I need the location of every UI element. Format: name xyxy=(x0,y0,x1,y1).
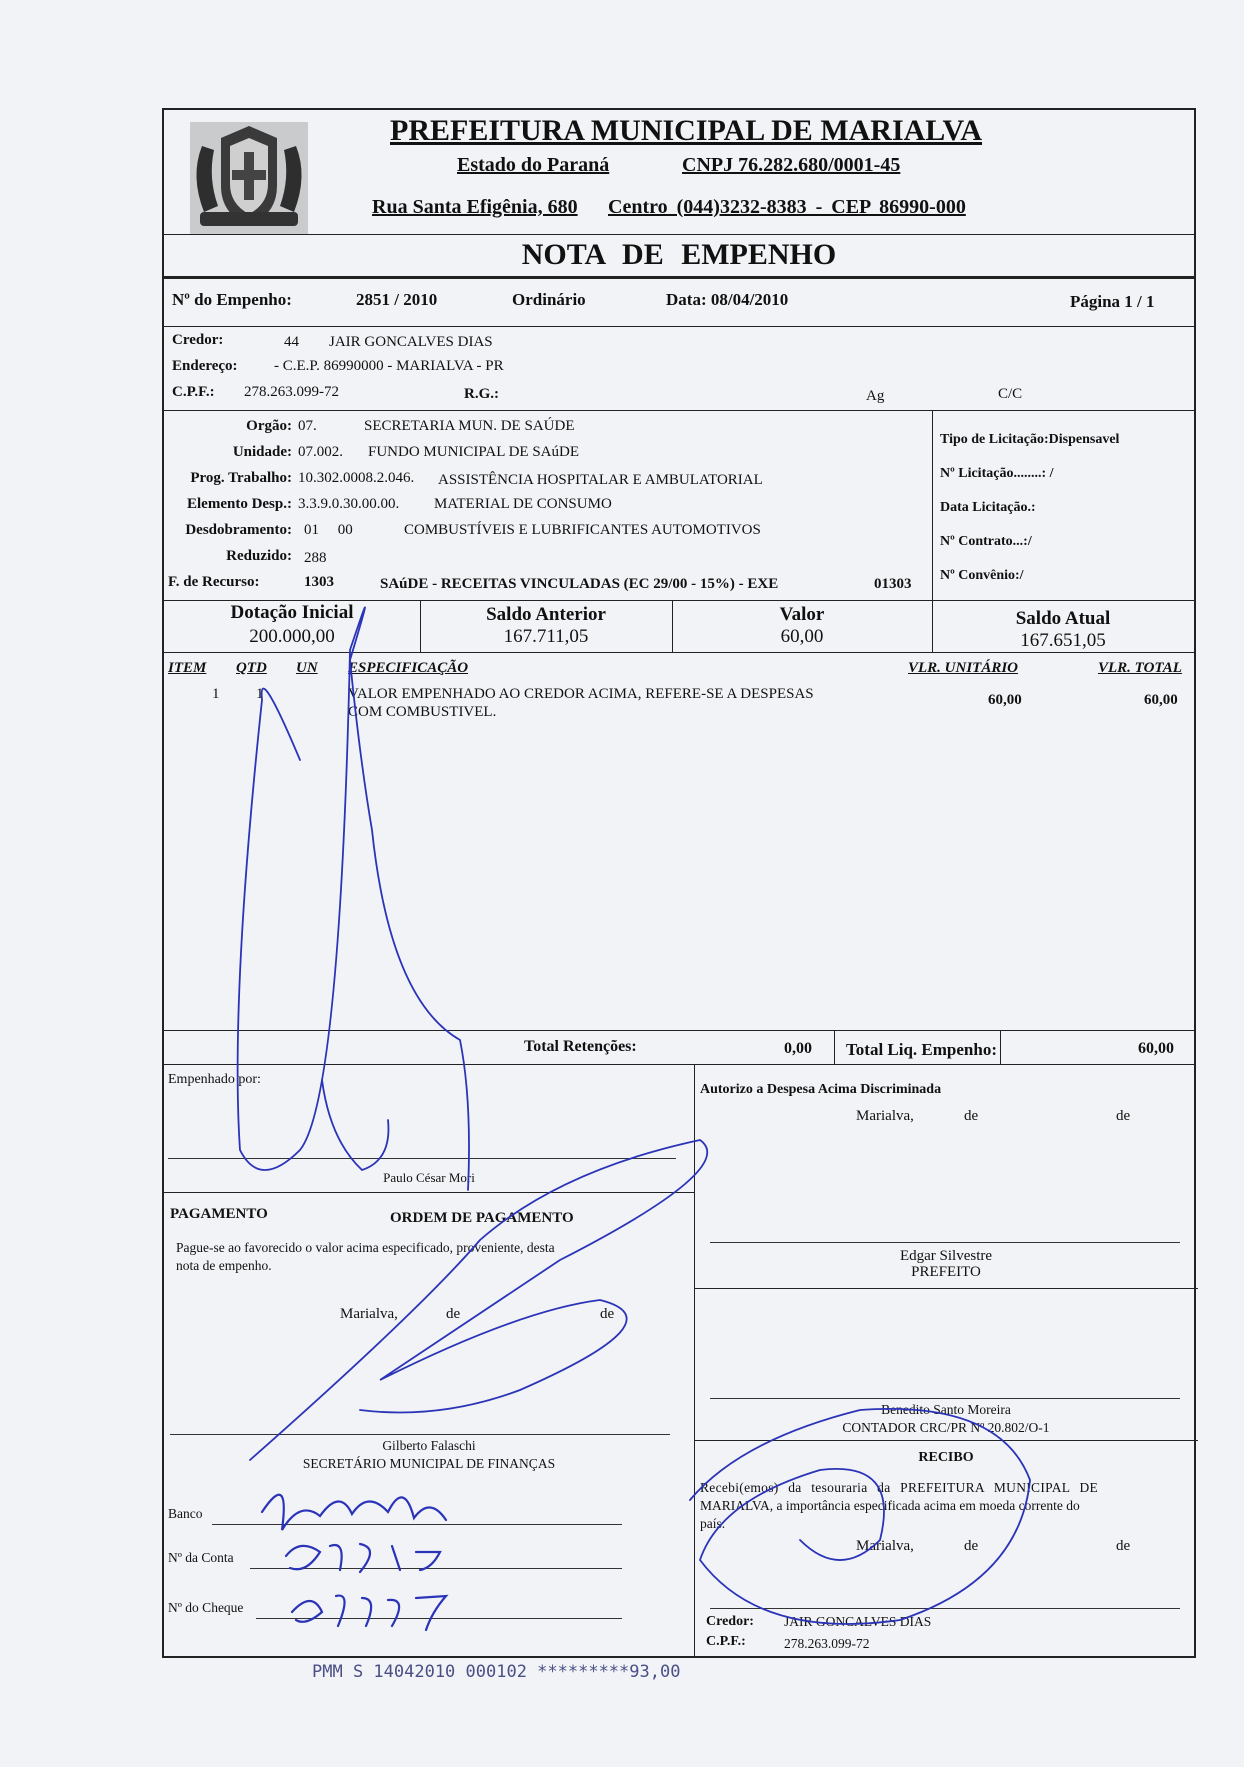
tipo-licitacao: Tipo de Licitação:Dispensavel xyxy=(940,432,1120,447)
endereco-value: - C.E.P. 86990000 - MARIALVA - PR xyxy=(274,358,504,374)
cpf-value: 278.263.099-72 xyxy=(244,384,339,400)
data-licitacao: Data Licitação.: xyxy=(940,500,1036,515)
saldo-anterior-label: Saldo Anterior xyxy=(486,604,606,625)
recibo-de2: de xyxy=(1116,1538,1131,1554)
autorizo-de2: de xyxy=(1116,1108,1131,1124)
page-number: Página 1 / 1 xyxy=(1070,292,1155,311)
recibo-label: RECIBO xyxy=(918,1450,974,1465)
elemento-label: Elemento Desp.: xyxy=(187,496,292,512)
col-vlr-unitario: VLR. UNITÁRIO xyxy=(908,660,1019,676)
numero-convenio: Nº Convênio:/ xyxy=(940,568,1024,583)
municipal-coat-of-arms xyxy=(182,116,316,240)
col-especificacao: ESPECIFICAÇÃO xyxy=(348,660,469,676)
orgao-label: Orgão: xyxy=(246,418,292,434)
reduzido-code: 288 xyxy=(304,550,327,566)
item-qtd: 1 xyxy=(256,686,264,702)
header-contact: Centro (044)3232-8383 - CEP 86990-000 xyxy=(608,196,966,218)
header-state: Estado do Paraná xyxy=(457,154,610,176)
cheque-label: Nº do Cheque xyxy=(168,1600,244,1615)
pagamento-text-line2: nota de empenho. xyxy=(176,1258,272,1273)
recurso-label: F. de Recurso: xyxy=(168,574,260,590)
endereco-label: Endereço: xyxy=(172,358,238,374)
dotacao-inicial-value: 200.000,00 xyxy=(249,626,335,647)
rg-label: R.G.: xyxy=(464,386,499,402)
credor-code: 44 xyxy=(284,334,299,350)
col-qtd: QTD xyxy=(236,660,267,676)
empenhado-por-label: Empenhado por: xyxy=(168,1072,261,1087)
total-liq-label: Total Liq. Empenho: xyxy=(846,1040,997,1059)
footer-machine-stamp: PMM S 14042010 000102 *********93,00 xyxy=(312,1662,681,1682)
ordem-pagamento-label: ORDEM DE PAGAMENTO xyxy=(390,1210,574,1226)
saldo-atual-value: 167.651,05 xyxy=(1020,630,1106,651)
header-address: Rua Santa Efigênia, 680 xyxy=(372,196,578,218)
prog-trabalho-code: 10.302.0008.2.046. xyxy=(298,470,415,486)
recurso-code: 1303 xyxy=(304,574,334,590)
item-spec-line1: VALOR EMPENHADO AO CREDOR ACIMA, REFERE-SE A DESPESAS xyxy=(348,686,814,702)
empenho-date: Data: 08/04/2010 xyxy=(666,290,789,309)
desdobramento-code: 01 00 xyxy=(304,522,353,538)
unidade-code: 07.002. xyxy=(298,444,343,460)
valor-value: 60,00 xyxy=(780,626,824,647)
recibo-city: Marialva, xyxy=(856,1538,914,1554)
prog-trabalho-desc: ASSISTÊNCIA HOSPITALAR E AMBULATORIAL xyxy=(438,472,763,488)
col-vlr-total: VLR. TOTAL xyxy=(1098,660,1182,676)
recurso-desc: SAúDE - RECEITAS VINCULADAS (EC 29/00 - 15%) - EXE xyxy=(380,576,779,592)
empenho-type: Ordinário xyxy=(512,290,586,309)
recibo-cpf-label: C.P.F.: xyxy=(706,1634,746,1649)
header-cnpj: CNPJ 76.282.680/0001-45 xyxy=(682,154,901,176)
recibo-cpf-value: 278.263.099-72 xyxy=(784,1636,870,1651)
autorizo-role: PREFEITO xyxy=(911,1264,981,1280)
empenho-label: Nº do Empenho: xyxy=(172,290,292,309)
recibo-text-line3: país. xyxy=(700,1516,726,1531)
nota-de-empenho-form xyxy=(162,108,1196,1658)
cc-label: C/C xyxy=(998,386,1023,402)
desdobramento-label: Desdobramento: xyxy=(185,522,292,538)
reduzido-label: Reduzido: xyxy=(226,548,292,564)
autorizo-label: Autorizo a Despesa Acima Discriminada xyxy=(700,1082,942,1097)
unidade-label: Unidade: xyxy=(232,444,292,460)
secretario-signer: Gilberto Falaschi xyxy=(382,1438,476,1453)
secretario-role: SECRETÁRIO MUNICIPAL DE FINANÇAS xyxy=(302,1456,556,1471)
ag-label: Ag xyxy=(866,388,885,404)
recurso-code2: 01303 xyxy=(874,576,912,592)
conta-label: Nº da Conta xyxy=(168,1550,234,1565)
autorizo-de1: de xyxy=(964,1108,979,1124)
header-title: PREFEITURA MUNICIPAL DE MARIALVA xyxy=(390,114,983,147)
recibo-text-line1: Recebi(emos) da tesouraria da PREFEITURA MUNICIPAL DE xyxy=(700,1480,1099,1495)
item-number: 1 xyxy=(212,686,220,702)
total-retencoes-label: Total Retenções: xyxy=(524,1038,637,1055)
document-title: NOTA DE EMPENHO xyxy=(521,238,837,271)
pagamento-label: PAGAMENTO xyxy=(170,1206,268,1222)
saldo-atual-label: Saldo Atual xyxy=(1015,608,1111,629)
col-un: UN xyxy=(296,660,318,676)
orgao-code: 07. xyxy=(298,418,317,434)
empenho-number: 2851 / 2010 xyxy=(356,290,438,309)
prog-trabalho-label: Prog. Trabalho: xyxy=(190,470,292,486)
elemento-code: 3.3.9.0.30.00.00. xyxy=(298,496,400,512)
credor-name: JAIR GONCALVES DIAS xyxy=(329,334,493,350)
pagamento-text-line1: Pague-se ao favorecido o valor acima especificado, proveniente, desta xyxy=(176,1240,555,1255)
item-spec-line2: COM COMBUSTIVEL. xyxy=(348,704,497,720)
empenhado-signer: Paulo César Mori xyxy=(383,1170,475,1185)
saldo-anterior-value: 167.711,05 xyxy=(503,626,589,647)
credor-label: Credor: xyxy=(172,332,224,348)
recibo-credor-name: JAIR GONCALVES DIAS xyxy=(784,1614,932,1629)
orgao-desc: SECRETARIA MUN. DE SAÚDE xyxy=(364,418,575,434)
contador-signer: Benedito Santo Moreira xyxy=(881,1402,1011,1417)
unidade-desc: FUNDO MUNICIPAL DE SAúDE xyxy=(368,444,579,460)
pagamento-city: Marialva, xyxy=(340,1306,398,1322)
recibo-text-line2: MARIALVA, a importância especificada acima em moeda corrente do xyxy=(700,1498,1080,1513)
valor-label: Valor xyxy=(779,604,825,625)
recibo-de1: de xyxy=(964,1538,979,1554)
recibo-credor-label: Credor: xyxy=(706,1614,754,1629)
col-item: ITEM xyxy=(168,660,207,676)
total-retencoes-value: 0,00 xyxy=(784,1040,812,1057)
total-liq-value: 60,00 xyxy=(1138,1040,1174,1057)
numero-licitacao: Nº Licitação........: / xyxy=(940,466,1054,481)
elemento-desc: MATERIAL DE CONSUMO xyxy=(434,496,612,512)
autorizo-city: Marialva, xyxy=(856,1108,914,1124)
contador-role: CONTADOR CRC/PR Nº 20.802/O-1 xyxy=(842,1420,1050,1435)
item-vlr-unitario: 60,00 xyxy=(988,692,1022,708)
banco-label: Banco xyxy=(168,1506,203,1521)
cpf-label: C.P.F.: xyxy=(172,384,215,400)
numero-contrato: Nº Contrato...:/ xyxy=(940,534,1032,549)
autorizo-signer: Edgar Silvestre xyxy=(899,1248,993,1264)
dotacao-inicial-label: Dotação Inicial xyxy=(230,602,354,623)
pagamento-de1: de xyxy=(446,1306,461,1322)
desdobramento-desc: COMBUSTÍVEIS E LUBRIFICANTES AUTOMOTIVOS xyxy=(404,522,761,538)
item-vlr-total: 60,00 xyxy=(1144,692,1178,708)
pagamento-de2: de xyxy=(600,1306,615,1322)
